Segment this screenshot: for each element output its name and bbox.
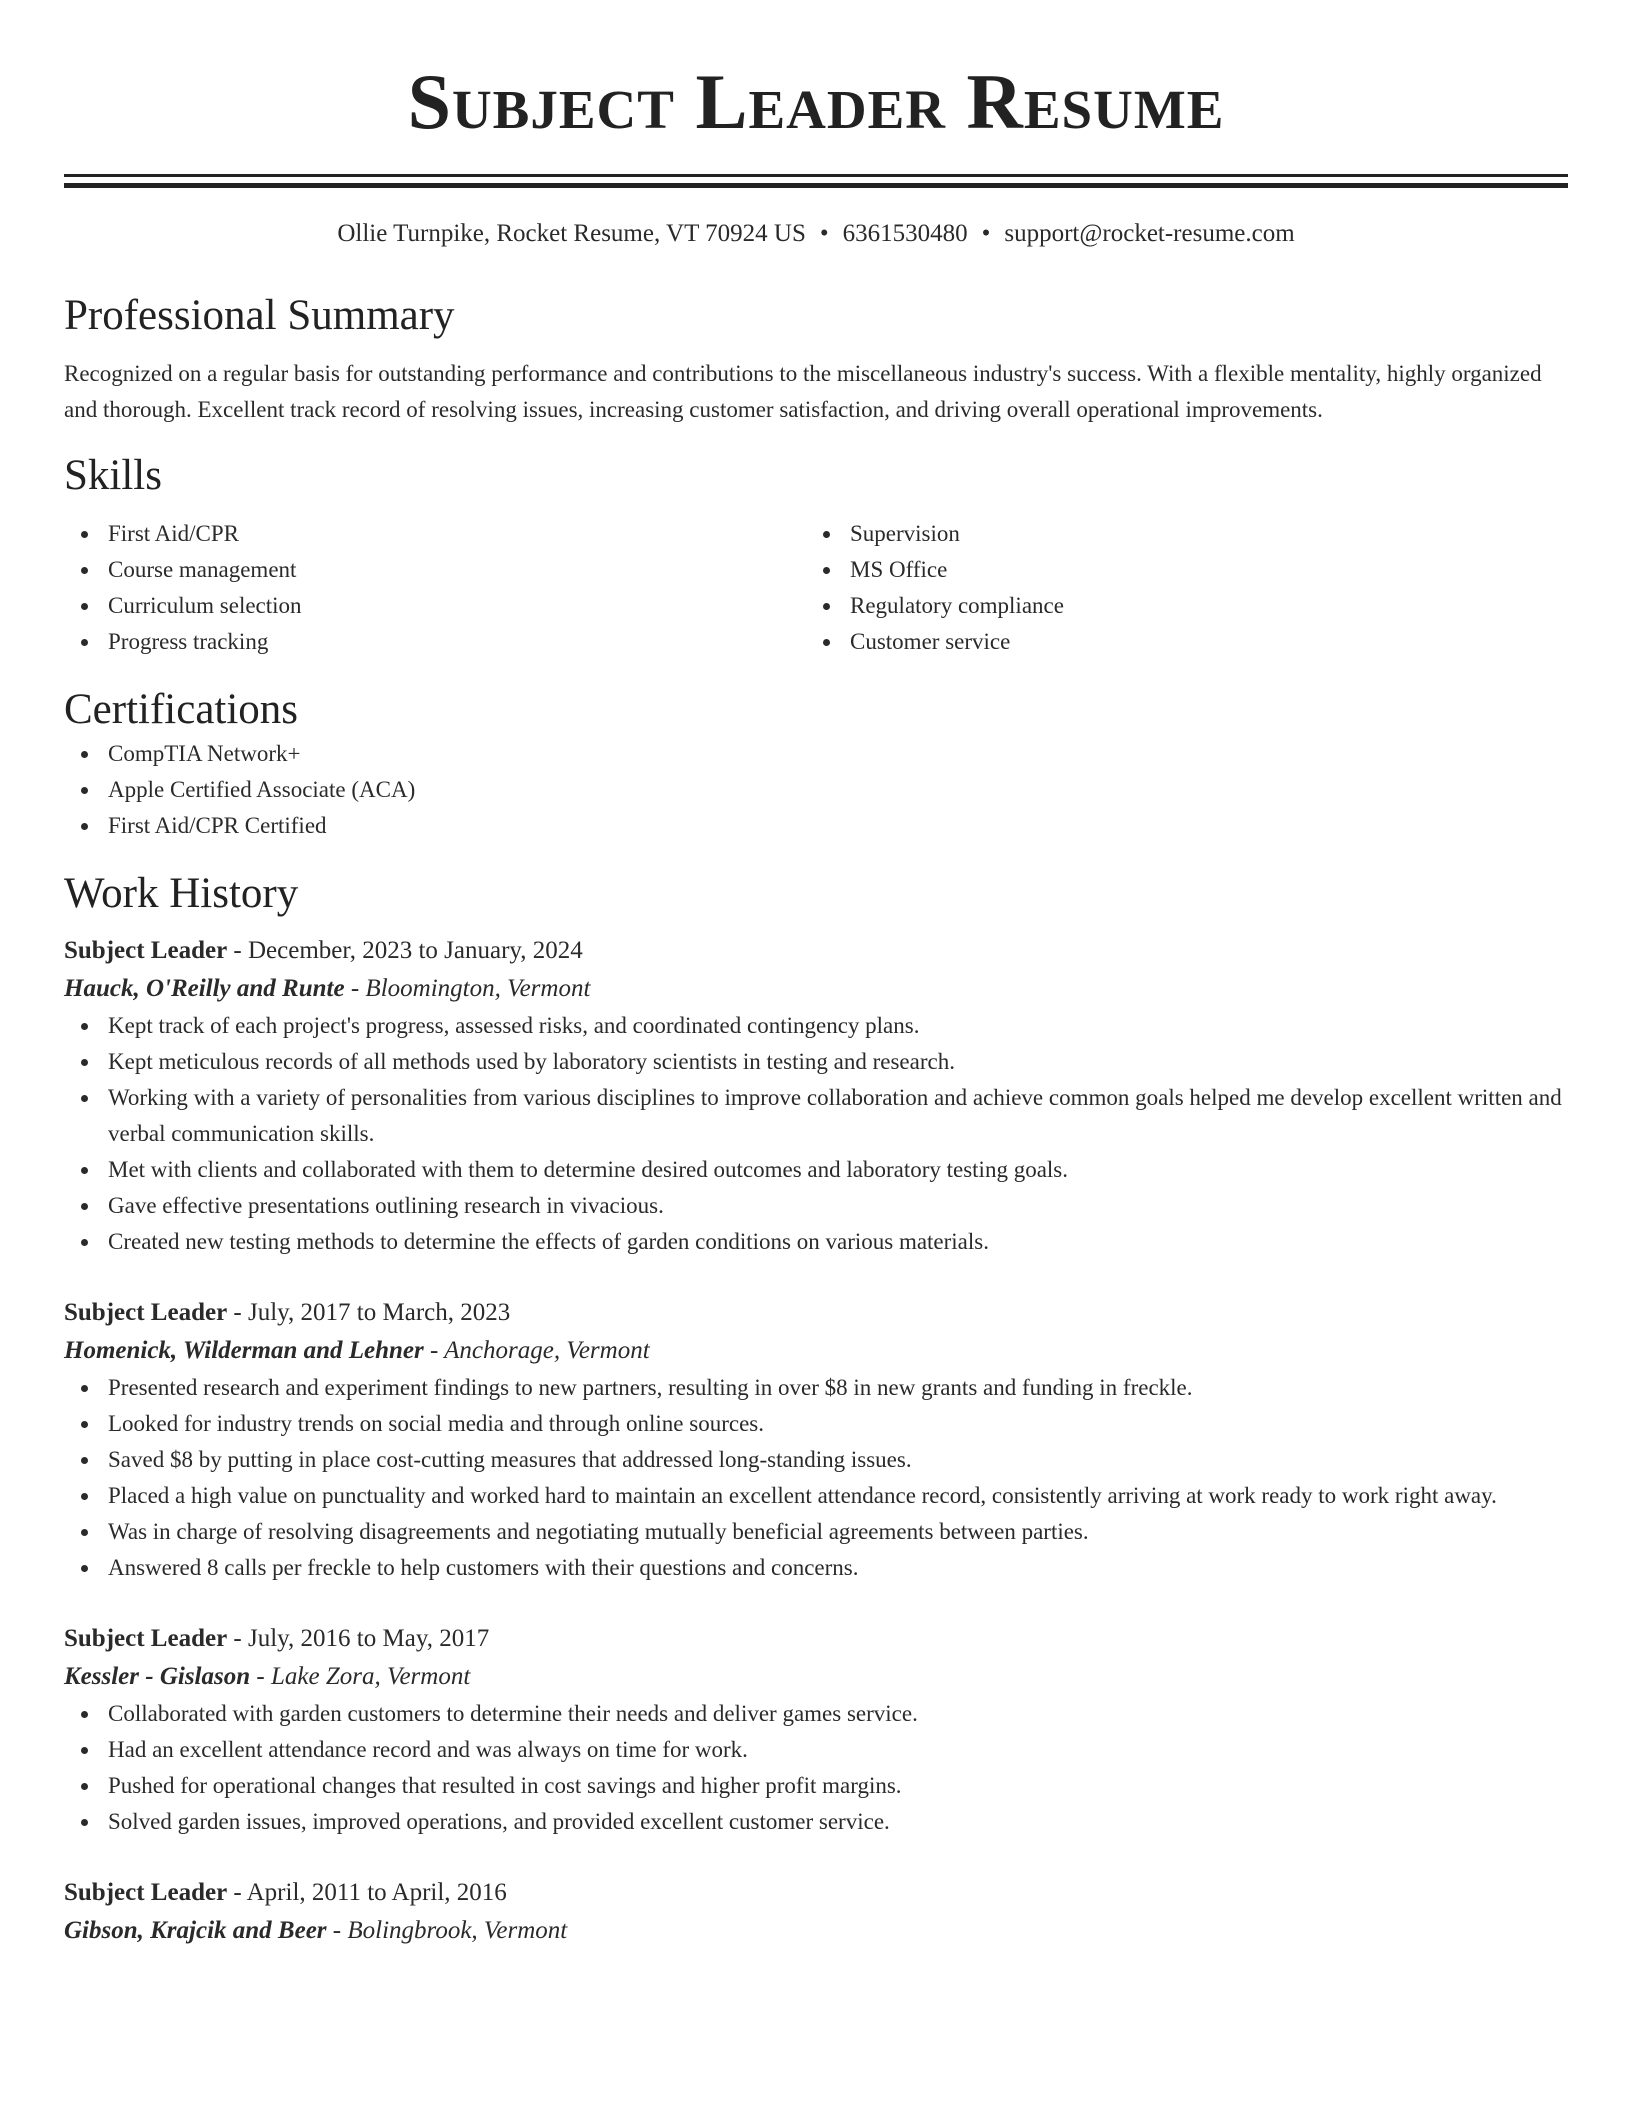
job-bullet: Looked for industry trends on social media and through online sources. [64,1406,1568,1442]
skill-item: Progress tracking [64,624,806,660]
resume-title: Subject Leader Resume [407,58,1225,145]
certifications-list [64,736,1568,844]
contact-separator: • [981,220,991,247]
job-company: Kessler - Gislason [64,1663,251,1690]
contact-email: support@rocket-resume.com [1004,220,1295,247]
skills-list-left [64,516,806,660]
job-company: Homenick, Wilderman and Lehner [64,1337,424,1364]
skill-item: Regulatory compliance [806,588,1548,624]
job-title-line: Subject Leader - December, 2023 to January, 2024 [64,937,583,964]
job-bullets [64,1370,1568,1586]
certification-item: Apple Certified Associate (ACA) [64,772,1568,808]
job-role: Subject Leader [64,1625,228,1652]
job-location: Bolingbrook, Vermont [347,1917,568,1944]
job-role: Subject Leader [64,1299,228,1326]
job-bullet: Working with a variety of personalities from various disciplines to improve collaboration and achieve common goals helped me develop excellent written and verbal communication skills. [64,1080,1568,1152]
job-role: Subject Leader [64,937,228,964]
job-bullet: Kept track of each project's progress, assessed risks, and coordinated contingency plans. [64,1008,1568,1044]
contact-separator: • [819,220,829,247]
contact-address: Ollie Turnpike, Rocket Resume, VT 70924 US [337,220,806,247]
certifications-section [64,684,1568,844]
skills-column-right [806,516,1548,660]
job-company-line: Kessler - Gislason - Lake Zora, Vermont [64,1663,471,1690]
job-bullets [64,1008,1568,1260]
job-company-line: Gibson, Krajcik and Beer - Bolingbrook, Vermont [64,1917,568,1944]
job-entry [64,1294,1568,1586]
job-dates: April, 2011 to April, 2016 [246,1879,507,1906]
skills-column-left [64,516,806,660]
job-location: Anchorage, Vermont [444,1337,650,1364]
certifications-heading: Certifications [64,686,299,733]
job-bullet: Answered 8 calls per freckle to help customers with their questions and concerns. [64,1550,1568,1586]
skill-item: Customer service [806,624,1548,660]
job-company: Hauck, O'Reilly and Runte [64,975,345,1002]
job-dates: July, 2016 to May, 2017 [248,1625,490,1652]
job-company: Gibson, Krajcik and Beer [64,1917,327,1944]
certification-item: CompTIA Network+ [64,736,1568,772]
job-bullet: Solved garden issues, improved operations, and provided excellent customer service. [64,1804,1568,1840]
skills-list-right [806,516,1548,660]
job-entry [64,1874,1568,1950]
job-bullet: Presented research and experiment findings to new partners, resulting in over $8 in new grants and funding in freckle. [64,1370,1568,1406]
job-bullet: Met with clients and collaborated with them to determine desired outcomes and laboratory testing goals. [64,1152,1568,1188]
work-history-section [64,868,1568,1950]
job-location: Lake Zora, Vermont [270,1663,471,1690]
contact-line [64,218,1568,250]
job-bullet: Had an excellent attendance record and was always on time for work. [64,1732,1568,1768]
skill-item: First Aid/CPR [64,516,806,552]
contact-phone: 6361530480 [842,220,968,247]
summary-section [64,290,1568,428]
job-company-line: Homenick, Wilderman and Lehner - Anchorage, Vermont [64,1337,650,1364]
job-role: Subject Leader [64,1879,228,1906]
job-bullet: Gave effective presentations outlining research in vivacious. [64,1188,1568,1224]
job-bullet: Created new testing methods to determine the effects of garden conditions on various materials. [64,1224,1568,1260]
job-bullet: Saved $8 by putting in place cost-cutting measures that addressed long-standing issues. [64,1442,1568,1478]
job-dates: December, 2023 to January, 2024 [248,937,583,964]
job-location: Bloomington, Vermont [365,975,591,1002]
skill-item: MS Office [806,552,1548,588]
job-bullet: Kept meticulous records of all methods used by laboratory scientists in testing and research. [64,1044,1568,1080]
certification-item: First Aid/CPR Certified [64,808,1568,844]
skills-heading: Skills [64,452,162,499]
job-title-line: Subject Leader - July, 2016 to May, 2017 [64,1625,490,1652]
summary-heading: Professional Summary [64,292,455,339]
job-bullet: Pushed for operational changes that resulted in cost savings and higher profit margins. [64,1768,1568,1804]
job-company-line: Hauck, O'Reilly and Runte - Bloomington, Vermont [64,975,591,1002]
title-rule-top [64,174,1568,177]
job-dates: July, 2017 to March, 2023 [248,1299,511,1326]
job-entry [64,932,1568,1260]
resume-page [64,0,1568,1950]
job-bullet: Collaborated with garden customers to determine their needs and deliver games service. [64,1696,1568,1732]
job-title-line: Subject Leader - July, 2017 to March, 2023 [64,1299,511,1326]
job-bullet: Placed a high value on punctuality and worked hard to maintain an excellent attendance record, consistently arriving at work ready to work right away. [64,1478,1568,1514]
title-rule-bottom [64,183,1568,188]
summary-text: Recognized on a regular basis for outstanding performance and contributions to the miscellaneous industry's success. With a flexible mentality, highly organized and thorough. Excellent track record of resolving issues, increasing customer satisfaction, and driving overall operational improvements. [64,361,1542,422]
skill-item: Course management [64,552,806,588]
job-title-line: Subject Leader - April, 2011 to April, 2016 [64,1879,507,1906]
skills-columns [64,516,1568,660]
skills-section [64,450,1568,660]
skill-item: Curriculum selection [64,588,806,624]
skill-item: Supervision [806,516,1548,552]
job-entry [64,1620,1568,1840]
job-bullets [64,1696,1568,1840]
work-history-heading: Work History [64,870,299,917]
job-bullet: Was in charge of resolving disagreements and negotiating mutually beneficial agreements between parties. [64,1514,1568,1550]
